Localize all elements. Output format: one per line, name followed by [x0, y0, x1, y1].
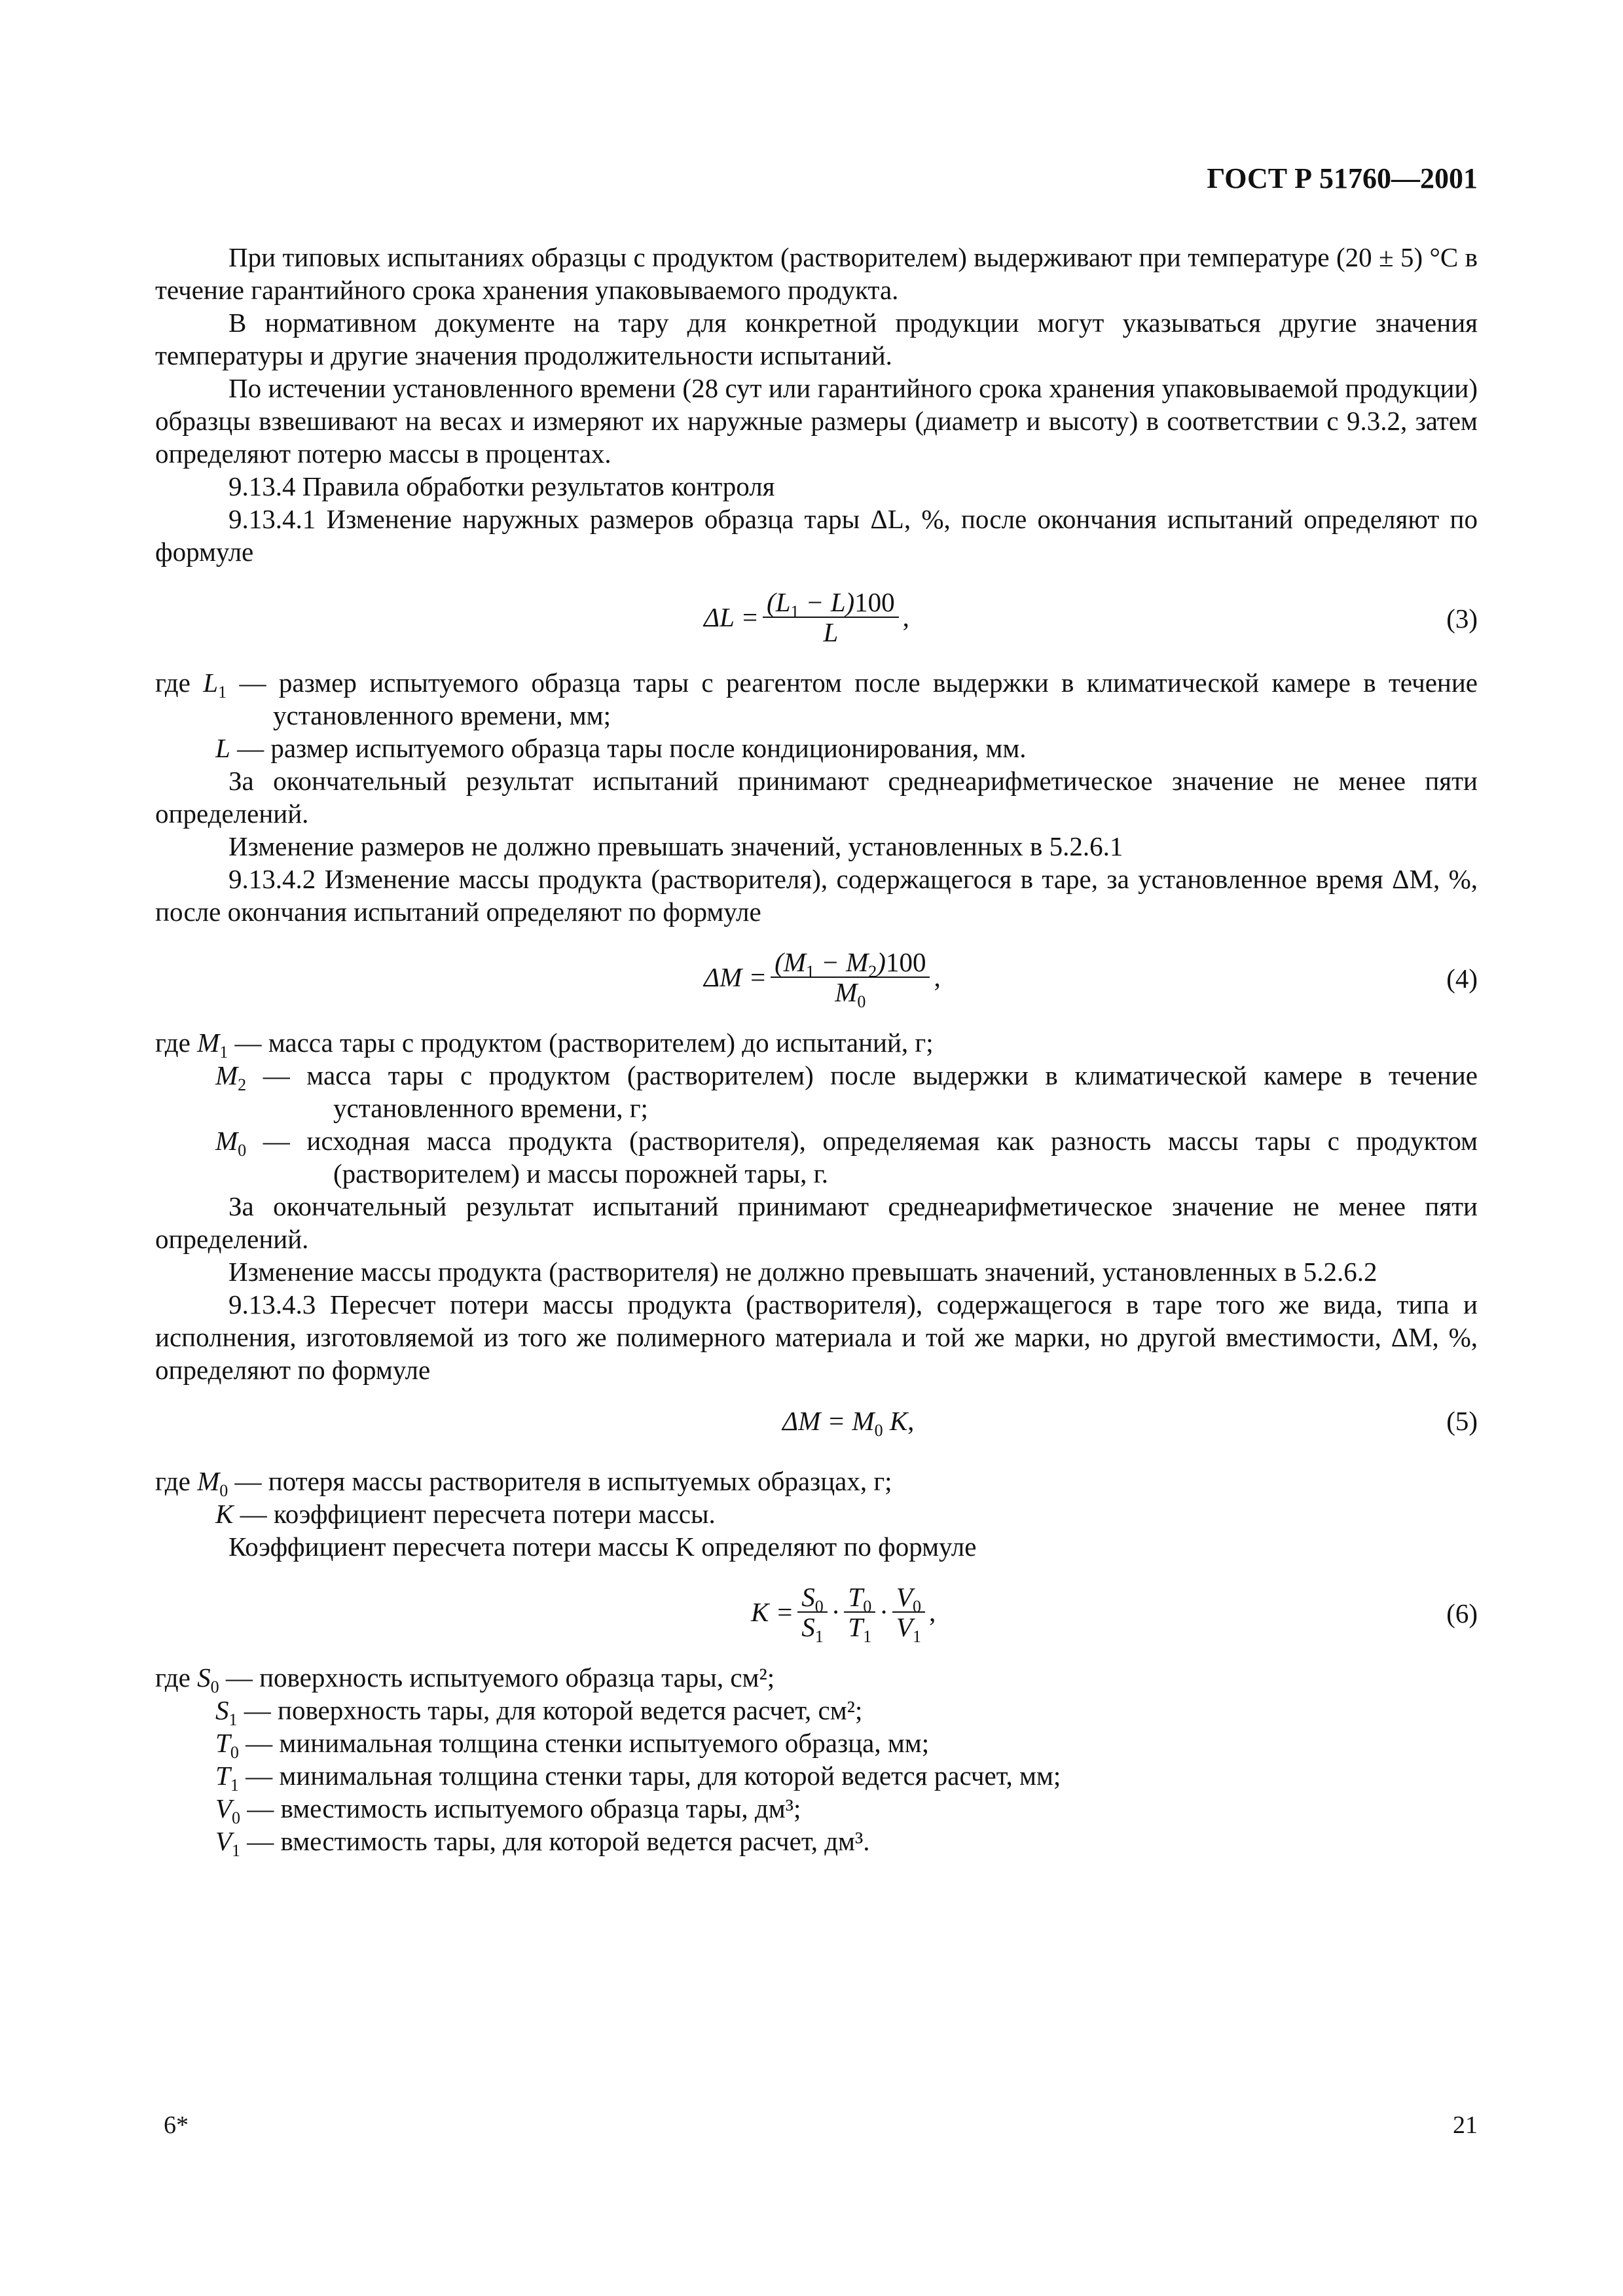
legend-row: K — коэффициент пересчета потери массы. — [215, 1499, 716, 1529]
fraction — [763, 588, 899, 647]
paragraph: По истечении установленного времени (28 сут или гарантийного срока хранения упаковываемой продукции) образцы взвешивают на весах и измеряют их наружные размеры (диаметр и высоту) в соответствии с 9.3.2, затем определяют потерю массы в процентах. — [155, 373, 1478, 469]
legend-text: — вместимость испытуемого образца тары, дм³; — [247, 1793, 801, 1823]
page-number: 21 — [1453, 2111, 1478, 2139]
fraction-s: $\frac{S_0}{S_1}$ — [797, 1583, 828, 1641]
formula-5 — [155, 1386, 1478, 1465]
legend-row: где $S_0$ — поверхность испытуемого образца тары, см²; — [155, 1662, 775, 1697]
paragraph: 9.13.4.3 Пересчет потери массы продукта (растворителя), содержащегося в таре того же вида, типа и исполнения, изготовляемой из того же полимерного материала и той же марки, но другой вместимости, ΔM, %, определяют по формуле — [155, 1289, 1478, 1385]
fraction-v: $\frac{V_0}{V_1}$ — [892, 1583, 925, 1641]
legend-row: L — размер испытуемого образца тары после кондиционирования, мм. — [215, 733, 1027, 763]
page-body — [155, 241, 1478, 1861]
formula-number: (6) — [1446, 1598, 1478, 1628]
formula-legend — [155, 1465, 1478, 1530]
formula-legend — [155, 1661, 1478, 1861]
formula-6: K = $\frac{S_0}{S_1}$ · $\frac{T_0}{T_1}$ · $\frac{V_0}{V_1}$ , (6) — [751, 1582, 1478, 1647]
legend-row: $V_0$ — вместимость испытуемого образца тары, дм³; — [215, 1793, 801, 1828]
legend-text: — минимальная толщина стенки тары, для которой ведется расчет, мм; — [246, 1761, 1061, 1791]
footer-sheet-mark: 6* — [164, 2111, 189, 2139]
formula-legend — [155, 1026, 1478, 1190]
legend-text: — масса тары с продуктом (растворителем) после выдержки в климатической камере в течение установленного времени, г; — [263, 1060, 1478, 1123]
fraction-denominator: L — [823, 617, 839, 647]
formula-lhs: ΔL = — [704, 602, 759, 632]
formula-4 — [155, 928, 1478, 1026]
paragraph: При типовых испытаниях образцы с продуктом (растворителем) выдерживают при температуре (20 ± 5) °С в течение гарантийного срока хранения упаковываемого продукта. — [155, 242, 1478, 305]
paragraph: В нормативном документе на тару для конкретной продукции могут указываться другие значения температуры и другие значения продолжительности испытаний. — [155, 308, 1478, 370]
paragraph: За окончательный результат испытаний принимают среднеарифметическое значение не менее пяти определений. — [155, 1191, 1478, 1254]
fraction-t: $\frac{T_0}{T_1}$ — [844, 1583, 875, 1641]
paragraph: 9.13.4.1 Изменение наружных размеров образца тары ΔL, %, после окончания испытаний определяют по формуле — [155, 504, 1478, 567]
legend-row: где $M_1$ — масса тары с продуктом (растворителем) до испытаний, г; — [155, 1028, 934, 1062]
section-heading: 9.13.4 Правила обработки результатов контроля — [228, 471, 775, 501]
fraction-denominator: $M_0$ — [835, 977, 866, 1012]
legend-text: — коэффициент пересчета потери массы. — [240, 1499, 716, 1529]
legend-text: — исходная масса продукта (растворителя), определяемая как разность массы тары с продуктом (растворителем) и массы порожней тары, г. — [263, 1126, 1478, 1189]
formula-number: (5) — [1446, 1406, 1478, 1436]
where-label: где — [155, 1662, 191, 1693]
legend-row: где $L_1$ — размер испытуемого образца тары с реагентом после выдержки в климатической камере в течение установленного времени, мм; — [155, 668, 1478, 730]
legend-text: — поверхность испытуемого образца тары, см²; — [225, 1662, 775, 1693]
legend-text: — минимальная толщина стенки испытуемого образца, мм; — [246, 1728, 930, 1758]
fraction — [771, 947, 930, 1012]
legend-row: $V_1$ — вместимость тары, для которой ведется расчет, дм³. — [215, 1826, 870, 1861]
formula-lhs: ΔM = — [704, 962, 767, 992]
formula-punct: , — [934, 962, 941, 992]
legend-row: $T_0$ — минимальная толщина стенки испытуемого образца, мм; — [215, 1728, 930, 1763]
where-label: где — [155, 1028, 191, 1058]
paragraph: 9.13.4.2 Изменение массы продукта (растворителя), содержащегося в таре, за установленное время ΔM, %, после окончания испытаний определяют по формуле — [155, 864, 1478, 927]
legend-text: — масса тары с продуктом (растворителем) до испытаний, г; — [234, 1028, 934, 1058]
paragraph: Коэффициент пересчета потери массы K определяют по формуле — [228, 1532, 977, 1562]
formula-number: (4) — [1446, 963, 1478, 994]
legend-row: $M_2$ — масса тары с продуктом (растворителем) после выдержки в климатической камере в течение установленного времени, г; — [215, 1060, 1478, 1123]
formula-legend — [155, 666, 1478, 764]
legend-row: $T_1$ — минимальная толщина стенки тары, для которой ведется расчет, мм; — [215, 1761, 1061, 1795]
where-label: где — [155, 668, 191, 698]
legend-row: где $M_0$ — потеря массы растворителя в испытуемых образцах, г; — [155, 1466, 892, 1501]
formula-number: (3) — [1446, 603, 1478, 634]
legend-text: — вместимость тары, для которой ведется расчет, дм³. — [247, 1826, 870, 1856]
formula-3 — [155, 568, 1478, 666]
legend-text: — поверхность тары, для которой ведется расчет, см²; — [244, 1695, 863, 1725]
fraction-numerator: $(L_1 - L)100$ — [763, 588, 899, 618]
formula-expression: $\Delta M = M_0$ K, — [782, 1406, 915, 1441]
fraction-numerator: $(M_1 - M_2)100$ — [771, 948, 930, 978]
legend-text: — размер испытуемого образца тары с реагентом после выдержки в климатической камере в течение установленного времени, мм; — [239, 668, 1478, 730]
formula-punct: , — [902, 602, 909, 632]
formula-lhs: K = — [751, 1597, 794, 1627]
paragraph: За окончательный результат испытаний принимают среднеарифметическое значение не менее пяти определений. — [155, 766, 1478, 829]
legend-row: $M_0$ — исходная масса продукта (растворителя), определяемая как разность массы тары с продуктом (растворителем) и массы порожней тары, г. — [215, 1126, 1478, 1189]
legend-text: — размер испытуемого образца тары после кондиционирования, мм. — [237, 733, 1027, 763]
legend-row: $S_1$ — поверхность тары, для которой ведется расчет, см²; — [215, 1695, 863, 1730]
document-header: ГОСТ Р 51760—2001 — [1207, 162, 1478, 194]
paragraph: Изменение массы продукта (растворителя) не должно превышать значений, установленных в 5.2.6.2 — [228, 1257, 1377, 1287]
formula-punct: , — [928, 1597, 936, 1627]
legend-text: — потеря массы растворителя в испытуемых образцах, г; — [234, 1466, 892, 1496]
where-label: где — [155, 1466, 191, 1496]
paragraph: Изменение размеров не должно превышать значений, установленных в 5.2.6.1 — [228, 831, 1123, 861]
